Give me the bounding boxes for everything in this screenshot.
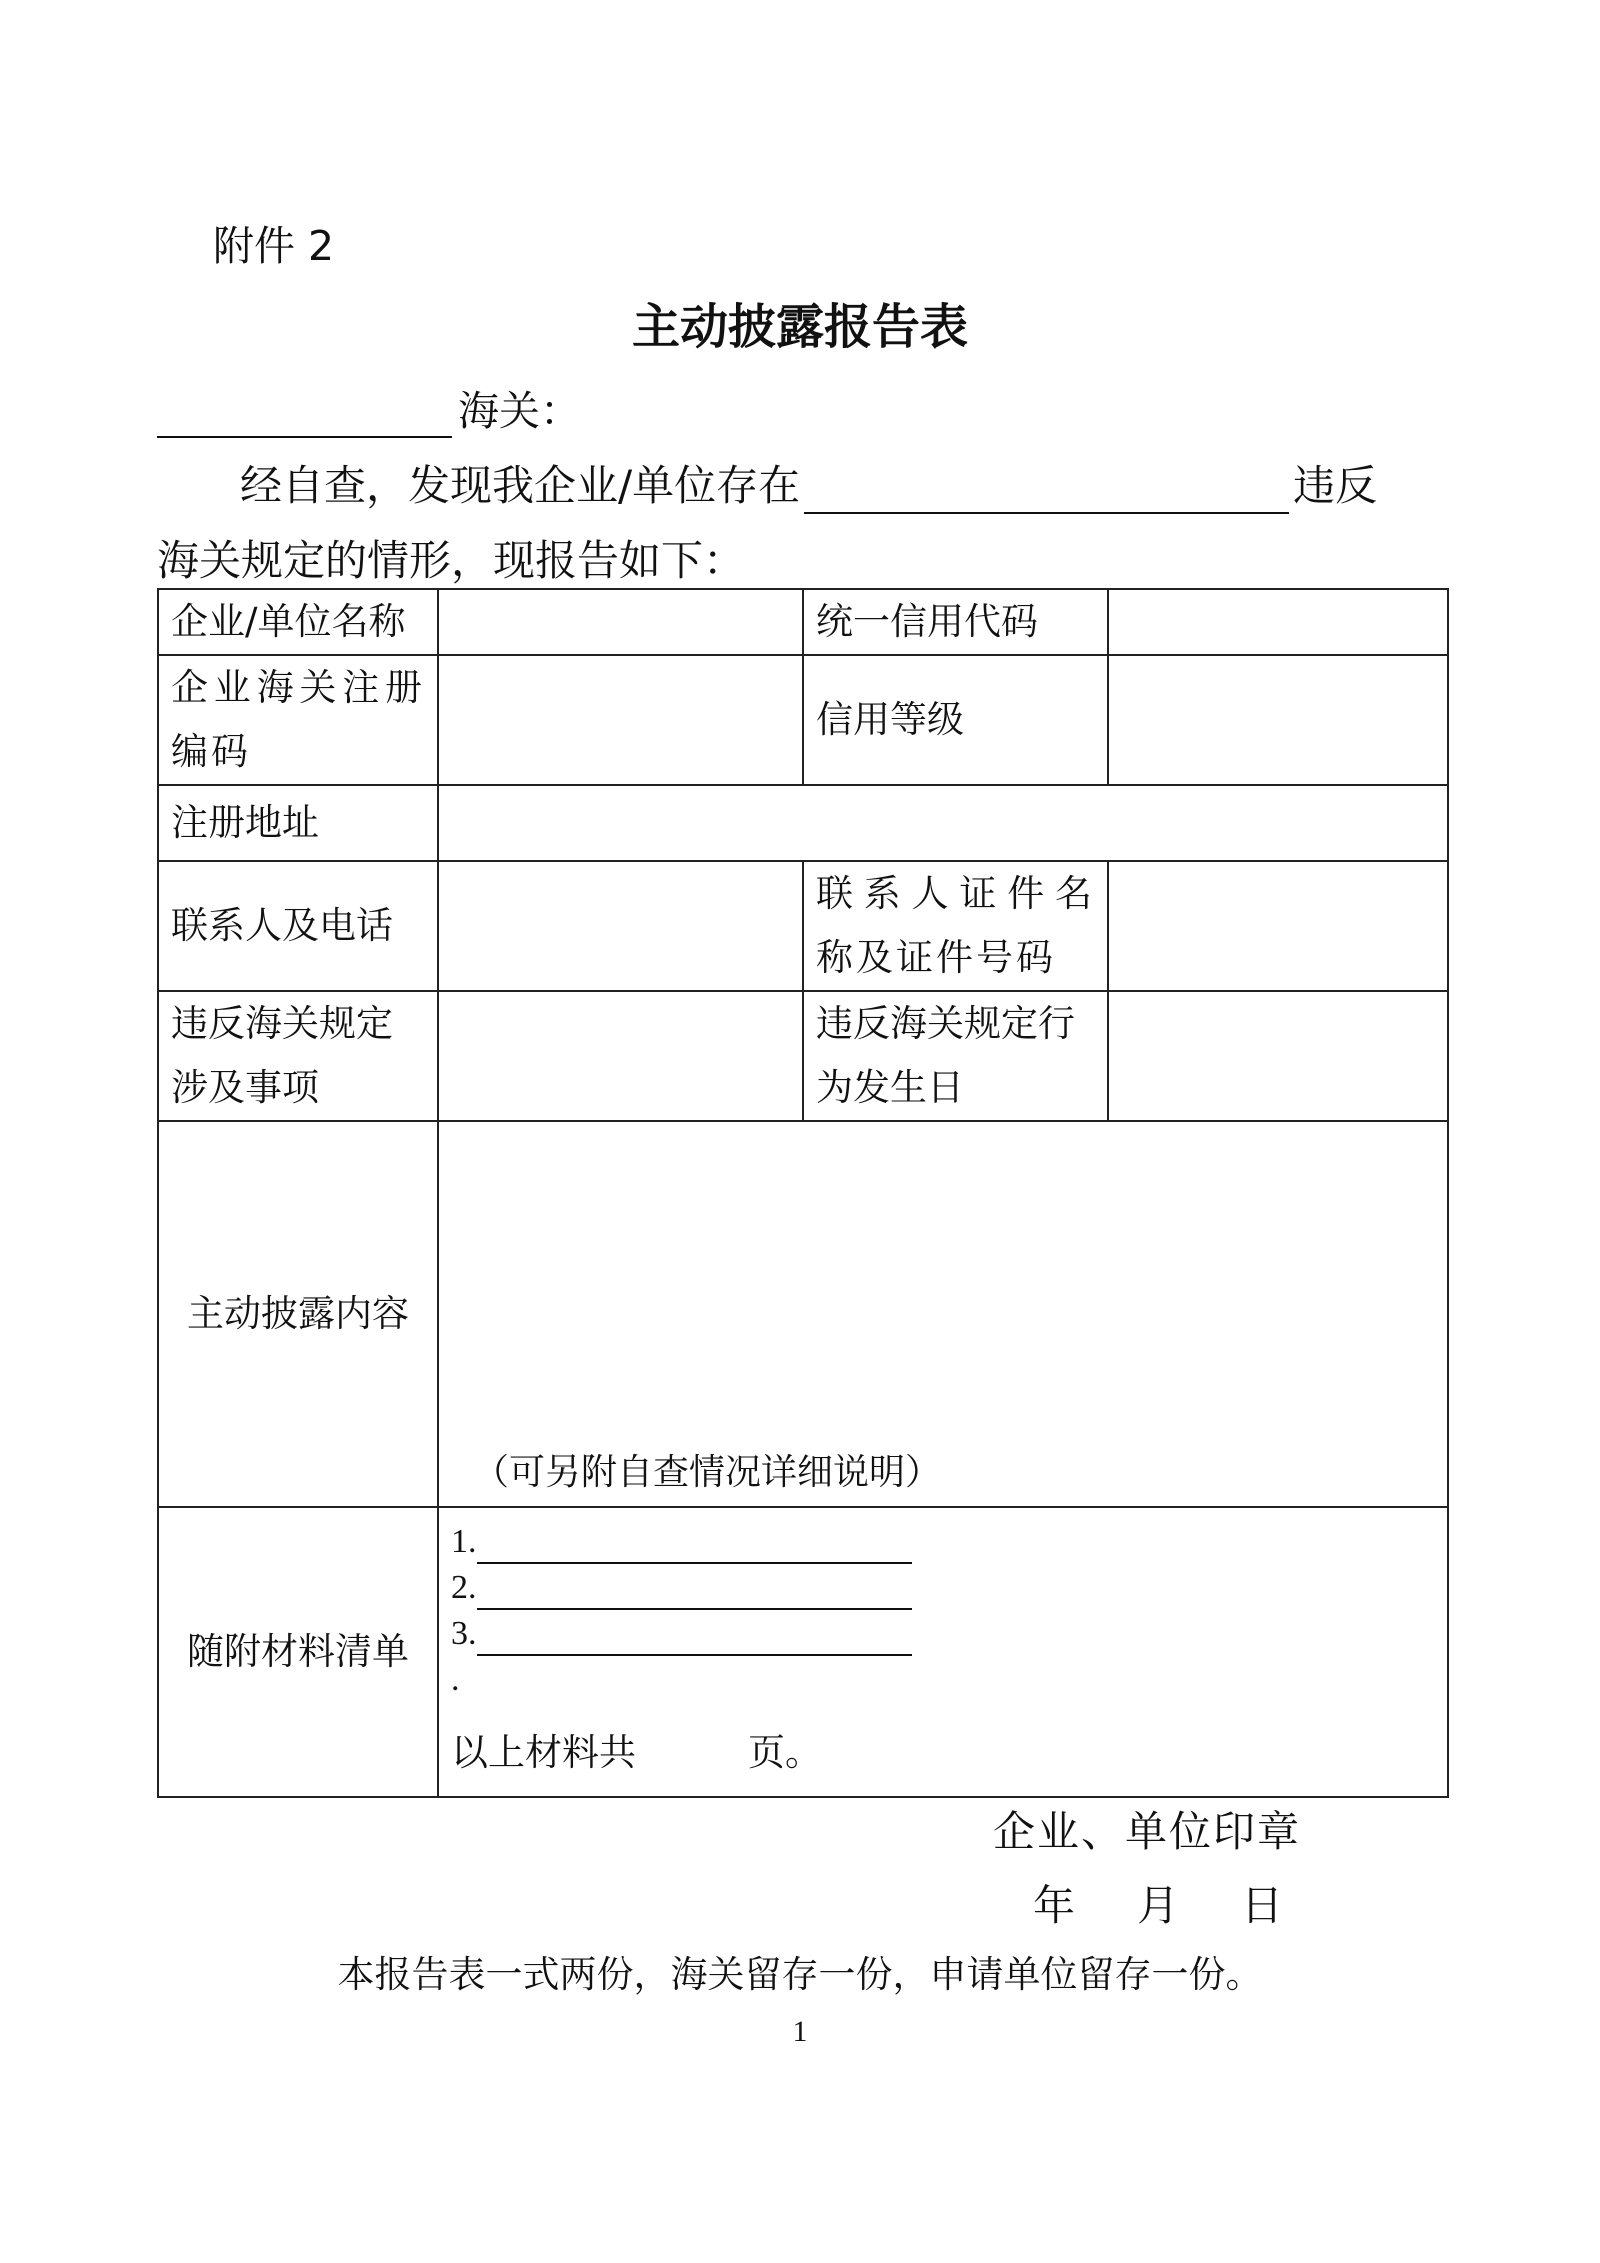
materials-item-number: 2. <box>451 1569 477 1606</box>
table-row <box>158 861 1448 991</box>
violation-matter-label: 违反海关规定涉及事项 <box>158 991 438 1121</box>
credit-code-field[interactable] <box>1108 589 1448 655</box>
materials-item-ellipsis <box>451 1658 460 1702</box>
reg-address-field[interactable] <box>438 785 1448 861</box>
date-month: 月 <box>1137 1881 1180 1930</box>
table-row <box>158 655 1448 785</box>
violation-blank[interactable] <box>804 460 1289 514</box>
contact-label: 联系人及电话 <box>158 861 438 991</box>
materials-item-blank[interactable] <box>477 1570 912 1610</box>
contact-field[interactable] <box>438 861 803 991</box>
intro-prefix: 经自查，发现我企业/单位存在 <box>240 461 801 510</box>
company-name-label: 企业/单位名称 <box>158 589 438 655</box>
date-line <box>1033 1878 1283 1934</box>
table-row <box>158 991 1448 1121</box>
violation-date-field[interactable] <box>1108 991 1448 1121</box>
company-name-field[interactable] <box>438 589 803 655</box>
materials-total-prefix: 以上材料共 <box>451 1731 636 1774</box>
table-row <box>158 785 1448 861</box>
disclosure-label: 主动披露内容 <box>158 1121 438 1507</box>
credit-level-label: 信用等级 <box>803 655 1108 785</box>
customs-address-line <box>157 384 581 438</box>
table-row <box>158 1507 1448 1797</box>
seal-label: 企业、单位印章 <box>993 1807 1302 1856</box>
disclosure-note: （可另附自查情况详细说明） <box>473 1452 942 1493</box>
table-row <box>158 1121 1448 1507</box>
contact-id-field[interactable] <box>1108 861 1448 991</box>
materials-item-number: 3. <box>451 1615 477 1652</box>
materials-total <box>451 1728 822 1778</box>
materials-total-suffix: 页。 <box>748 1731 822 1774</box>
violation-date-label: 违反海关规定行为发生日 <box>803 991 1108 1121</box>
intro-suffix: 违反 <box>1293 461 1378 510</box>
credit-level-field[interactable] <box>1108 655 1448 785</box>
materials-item-number: . <box>451 1661 460 1698</box>
materials-list-field <box>438 1507 1448 1797</box>
intro-line-1 <box>240 458 1377 514</box>
intro-line-2: 海关规定的情形，现报告如下： <box>157 536 746 585</box>
customs-suffix: 海关： <box>458 387 581 435</box>
materials-item-2 <box>451 1566 912 1610</box>
page-number: 1 <box>792 2015 808 2048</box>
materials-item-1 <box>451 1520 912 1564</box>
materials-item-3 <box>451 1612 912 1656</box>
table-row <box>158 589 1448 655</box>
disclosure-form-table <box>157 588 1449 1798</box>
disclosure-content-field[interactable] <box>438 1121 1448 1507</box>
materials-item-blank[interactable] <box>477 1616 912 1656</box>
materials-label: 随附材料清单 <box>158 1507 438 1797</box>
page-title: 主动披露报告表 <box>631 299 968 355</box>
credit-code-label: 统一信用代码 <box>803 589 1108 655</box>
reg-address-label: 注册地址 <box>158 785 438 861</box>
materials-item-blank[interactable] <box>477 1524 912 1564</box>
attachment-label: 附件 2 <box>213 222 335 270</box>
customs-reg-code-field[interactable] <box>438 655 803 785</box>
materials-item-number: 1. <box>451 1523 477 1560</box>
contact-id-label: 联系人证件名称及证件号码 <box>803 861 1108 991</box>
customs-name-blank[interactable] <box>157 386 452 438</box>
date-year: 年 <box>1033 1881 1076 1930</box>
violation-matter-field[interactable] <box>438 991 803 1121</box>
customs-reg-code-label: 企业海关注册编码 <box>158 655 438 785</box>
date-day: 日 <box>1241 1881 1284 1930</box>
copies-note: 本报告表一式两份，海关留存一份，申请单位留存一份。 <box>337 1953 1263 1996</box>
